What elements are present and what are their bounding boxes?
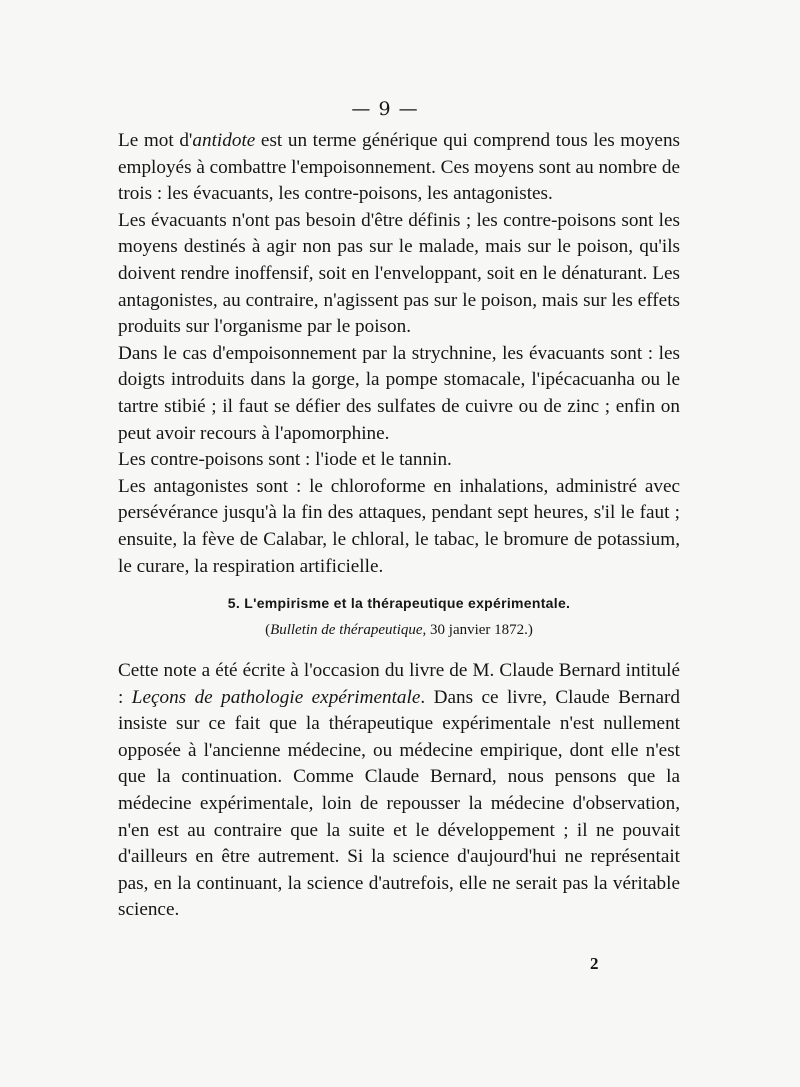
paragraph-strychnine: Dans le cas d'empoisonnement par la strychnine, les évacuants sont : les doigts introduits dans la gorge, la pompe stomacale, l'ipécacuanha ou le tartre stibié ; il faut se défier des sulfates de cuivre ou de zinc ; enfin on peut avoir recours à l'apomorphine. bbox=[118, 342, 680, 444]
paragraph-antagonistes: Les antagonistes sont : le chloroforme en inhalations, administré avec persévérance jusqu'à la fin des attaques, pendant sept heures, s'il le faut ; ensuite, la fève de Calabar, le chloral, le tabac, le bromure de potassium, le curare, la respiration artificielle. bbox=[118, 475, 680, 577]
source-open: ( bbox=[265, 622, 271, 638]
paragraph-text: Le mot d' bbox=[118, 130, 193, 151]
section-empirisme-text bbox=[118, 658, 680, 924]
page-number: — 9 — bbox=[351, 98, 419, 120]
paragraph-claude-bernard bbox=[118, 658, 680, 924]
source-date: , 30 janvier 1872.) bbox=[422, 622, 533, 638]
paragraph-text: Cette note a été écrite à l'occasion du livre de M. Claude Bernard intitulé : bbox=[118, 660, 680, 708]
term-antidote: antidote bbox=[192, 130, 256, 151]
book-title: Leçons de pathologie expérimentale bbox=[131, 686, 421, 708]
paragraph-evacuants: Les évacuants n'ont pas besoin d'être définis ; les contre-poisons sont les moyens destinés à agir non pas sur le malade, mais sur le poison, qu'ils doivent rendre inoffensif, soit en l'enveloppant, soit en le dénaturant. Les antagonistes, au contraire, n'agissent pas sur le poison, mais sur les effets produits sur l'organisme par le poison. bbox=[118, 209, 680, 338]
paragraph-contre-poisons: Les contre-poisons sont : l'iode et le tannin. bbox=[118, 449, 452, 471]
source-title: Bulletin de thérapeutique bbox=[270, 622, 423, 638]
paragraph-text: . Dans ce livre, Claude Bernard insiste sur ce fait que la thérapeutique expérimentale n'est nullement opposée à l'ancienne médecine, ou médecine empirique, dont elle n'est que la continuation. Comme Claude Bernard, nous pensons que la médecine expérimentale, loin de repousser la médecine d'observation, n'en est au contraire que la suite et le développement ; il ne pouvait d'ailleurs en être autrement. Si la science d'aujourd'hui ne représentait pas, en la continuant, la science d'autrefois, elle ne serait pas la véritable science. bbox=[118, 686, 680, 921]
signature-mark: 2 bbox=[590, 954, 599, 973]
paragraph-text: est un terme générique qui comprend tous les moyens employés à combattre l'empoisonnement. Ces moyens sont au nombre de trois : les évacuants, les contre-poisons, les antagonistes. bbox=[118, 130, 681, 205]
section-source bbox=[118, 622, 680, 639]
section-heading: 5. L'empirisme et la thérapeutique expérimentale. bbox=[227, 595, 571, 611]
paragraph-antidote-definition bbox=[118, 128, 680, 208]
section-antidote-text bbox=[118, 128, 680, 580]
